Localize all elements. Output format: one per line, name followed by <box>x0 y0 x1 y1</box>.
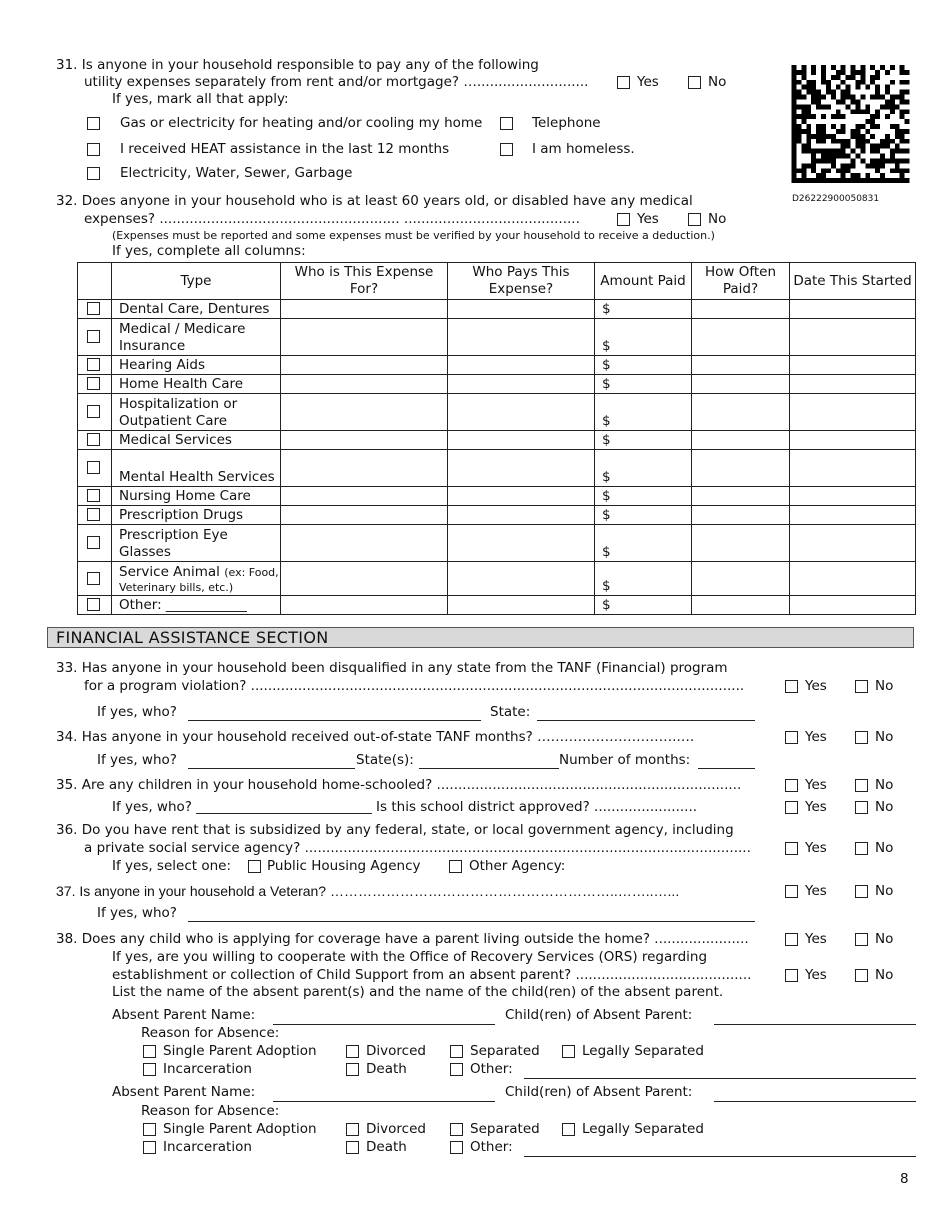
q38-text-line2: If yes, are you willing to cooperate with the Office of Recovery Services (ORS) regarding <box>112 949 708 965</box>
absent2-legally-checkbox[interactable] <box>562 1123 575 1136</box>
q38b-yes-label: Yes <box>805 967 827 983</box>
row-type: Medical Services <box>119 432 232 448</box>
row-who-pays-cell[interactable] <box>448 300 595 319</box>
q31-telephone-label: Telephone <box>532 115 601 131</box>
q36-yes-checkbox[interactable] <box>785 842 798 855</box>
absent2-single-label: Single Parent Adoption <box>163 1121 317 1137</box>
q38-no-label: No <box>875 931 894 947</box>
row-type-cell <box>112 450 281 487</box>
absent2-divorced-checkbox[interactable] <box>346 1123 359 1136</box>
q31-yes-checkbox[interactable] <box>617 76 630 89</box>
q36-no-checkbox[interactable] <box>855 842 868 855</box>
absent2-separated-checkbox[interactable] <box>450 1123 463 1136</box>
row-amount-cell[interactable]: $ <box>595 319 692 356</box>
q35b-no-checkbox[interactable] <box>855 801 868 814</box>
q32-yes-checkbox[interactable] <box>617 213 630 226</box>
row-checkbox-cell <box>78 431 112 450</box>
row-type-cell <box>112 375 281 394</box>
row-who-for-cell[interactable] <box>281 356 448 375</box>
row-who-pays-cell[interactable] <box>448 450 595 487</box>
row-who-for-cell[interactable] <box>281 375 448 394</box>
q33-text-line2: for a program violation? ................................................................................................................... <box>84 678 745 694</box>
header-amount: Amount Paid <box>595 263 692 300</box>
q31-if-yes: If yes, mark all that apply: <box>112 91 289 107</box>
row-who-for-cell[interactable] <box>281 300 448 319</box>
q36-other-label: Other Agency: <box>469 858 566 874</box>
row-who-pays-cell[interactable] <box>448 356 595 375</box>
absent1-incarceration-label: Incarceration <box>163 1061 252 1077</box>
q31-text-line2: utility expenses separately from rent and/or mortgage? ….......................... <box>84 74 589 90</box>
table-row <box>78 431 916 450</box>
q35-no-checkbox[interactable] <box>855 779 868 792</box>
q32-no-checkbox[interactable] <box>688 213 701 226</box>
row-amount-cell[interactable]: $ <box>595 506 692 525</box>
absent2-other-field[interactable] <box>524 1156 916 1157</box>
row-checkbox[interactable] <box>87 433 100 446</box>
q33-yes-checkbox[interactable] <box>785 680 798 693</box>
row-amount-cell[interactable]: $ <box>595 375 692 394</box>
row-checkbox-cell <box>78 596 112 615</box>
row-amount-cell[interactable]: $ <box>595 450 692 487</box>
q35-yes-checkbox[interactable] <box>785 779 798 792</box>
row-how-often-cell[interactable] <box>692 300 790 319</box>
q35-text-line1: 35. Are any children in your household home-schooled? ....................................................................... <box>56 777 742 793</box>
q34-yes-label: Yes <box>805 729 827 745</box>
row-how-often-cell[interactable] <box>692 394 790 431</box>
row-checkbox-cell <box>78 319 112 356</box>
row-type-cell <box>112 596 281 615</box>
table-row <box>78 356 916 375</box>
row-checkbox-cell <box>78 562 112 596</box>
absent1-separated-checkbox[interactable] <box>450 1045 463 1058</box>
row-date-started-cell[interactable] <box>790 506 916 525</box>
header-date-started: Date This Started <box>790 263 916 300</box>
q31-electricity-checkbox[interactable] <box>87 167 100 180</box>
q38-yes-label: Yes <box>805 931 827 947</box>
row-checkbox[interactable] <box>87 330 100 343</box>
row-type-note: (ex: Food, Veterinary bills, etc.) <box>119 566 279 594</box>
row-how-often-cell[interactable] <box>692 450 790 487</box>
absent2-death-checkbox[interactable] <box>346 1141 359 1154</box>
q36-select-label: If yes, select one: <box>112 858 232 874</box>
row-who-for-cell[interactable] <box>281 394 448 431</box>
absent1-children-field[interactable] <box>714 1024 916 1025</box>
q31-heat-label: I received HEAT assistance in the last 12 months <box>120 141 450 157</box>
absent1-legally-checkbox[interactable] <box>562 1045 575 1058</box>
table-row <box>78 394 916 431</box>
absent2-separated-label: Separated <box>470 1121 540 1137</box>
q35-who-text: If yes, who? __________________________ Is this school district approved? ........................ <box>112 799 698 815</box>
row-checkbox[interactable] <box>87 405 100 418</box>
q32-complete: If yes, complete all columns: <box>112 243 306 259</box>
absent2-children-field[interactable] <box>714 1101 916 1102</box>
absent2-reason-label: Reason for Absence: <box>141 1103 280 1119</box>
table-row <box>78 450 916 487</box>
row-who-pays-cell[interactable] <box>448 375 595 394</box>
absent2-single-checkbox[interactable] <box>143 1123 156 1136</box>
row-how-often-cell[interactable] <box>692 431 790 450</box>
row-checkbox-cell <box>78 506 112 525</box>
absent1-name-field[interactable] <box>273 1024 495 1025</box>
row-amount-cell[interactable]: $ <box>595 356 692 375</box>
row-checkbox-cell <box>78 356 112 375</box>
row-checkbox[interactable] <box>87 572 100 585</box>
header-who-pays: Who Pays This Expense? <box>448 263 595 300</box>
absent1-children-label: Child(ren) of Absent Parent: <box>505 1007 693 1023</box>
row-date-started-cell[interactable] <box>790 487 916 506</box>
row-type-cell <box>112 487 281 506</box>
page-number: 8 <box>900 1171 909 1187</box>
q36-public-checkbox[interactable] <box>248 860 261 873</box>
q37-who-label: If yes, who? <box>97 905 177 921</box>
row-who-for-cell[interactable] <box>281 487 448 506</box>
row-checkbox-cell <box>78 375 112 394</box>
q34-states-field[interactable] <box>419 768 559 769</box>
row-how-often-cell[interactable] <box>692 487 790 506</box>
row-date-started-cell[interactable] <box>790 431 916 450</box>
q34-who-label: If yes, who? <box>97 752 177 768</box>
row-date-started-cell[interactable] <box>790 596 916 615</box>
q36-other-checkbox[interactable] <box>449 860 462 873</box>
q33-who-field[interactable] <box>188 720 481 721</box>
row-checkbox-cell <box>78 487 112 506</box>
row-type: Medical / Medicare Insurance <box>119 321 246 354</box>
row-type-cell <box>112 356 281 375</box>
absent2-name-label: Absent Parent Name: <box>112 1084 256 1100</box>
row-who-pays-cell[interactable] <box>448 487 595 506</box>
table-row <box>78 319 916 356</box>
row-how-often-cell[interactable] <box>692 596 790 615</box>
q38-text-line3: establishment or collection of Child Support from an absent parent? ......................................... <box>112 967 752 983</box>
q31-homeless-checkbox[interactable] <box>500 143 513 156</box>
row-type-cell <box>112 431 281 450</box>
row-type-cell <box>112 525 281 562</box>
q32-yes-label: Yes <box>637 211 659 227</box>
row-checkbox[interactable] <box>87 358 100 371</box>
absent1-other-label: Other: <box>470 1061 513 1077</box>
q34-no-checkbox[interactable] <box>855 731 868 744</box>
row-who-for-cell[interactable] <box>281 525 448 562</box>
q31-telephone-checkbox[interactable] <box>500 117 513 130</box>
row-date-started-cell[interactable] <box>790 300 916 319</box>
absent2-death-label: Death <box>366 1139 407 1155</box>
row-type: Home Health Care <box>119 376 244 392</box>
row-type: Nursing Home Care <box>119 488 251 504</box>
row-who-for-cell[interactable] <box>281 562 448 596</box>
row-date-started-cell[interactable] <box>790 562 916 596</box>
q31-gas-label: Gas or electricity for heating and/or cooling my home <box>120 115 483 131</box>
row-who-for-cell[interactable] <box>281 319 448 356</box>
q31-no-label: No <box>708 74 727 90</box>
absent1-divorced-checkbox[interactable] <box>346 1045 359 1058</box>
table-header-row <box>78 263 916 300</box>
row-checkbox[interactable] <box>87 377 100 390</box>
q31-homeless-label: I am homeless. <box>532 141 635 157</box>
row-amount-cell[interactable]: $ <box>595 394 692 431</box>
q36-yes-label: Yes <box>805 840 827 856</box>
row-who-pays-cell[interactable] <box>448 394 595 431</box>
table-row <box>78 562 916 596</box>
absent1-reason-label: Reason for Absence: <box>141 1025 280 1041</box>
q32-text-line2: expenses? ........................................................ ......................................... <box>84 211 580 227</box>
q31-electricity-label: Electricity, Water, Sewer, Garbage <box>120 165 353 181</box>
row-how-often-cell[interactable] <box>692 375 790 394</box>
row-how-often-cell[interactable] <box>692 356 790 375</box>
row-who-for-cell[interactable] <box>281 450 448 487</box>
table-row <box>78 506 916 525</box>
absent1-death-checkbox[interactable] <box>346 1063 359 1076</box>
row-date-started-cell[interactable] <box>790 394 916 431</box>
q37-yes-label: Yes <box>805 883 827 899</box>
row-amount-cell[interactable]: $ <box>595 431 692 450</box>
row-who-for-cell[interactable] <box>281 506 448 525</box>
absent2-incarceration-checkbox[interactable] <box>143 1141 156 1154</box>
q37-no-label: No <box>875 883 894 899</box>
absent1-death-label: Death <box>366 1061 407 1077</box>
q34-months-field[interactable] <box>698 768 755 769</box>
row-type: Hearing Aids <box>119 357 206 373</box>
header-who-for: Who is This Expense For? <box>281 263 448 300</box>
q33-yes-label: Yes <box>805 678 827 694</box>
q33-state-label: State: <box>490 704 531 720</box>
q34-no-label: No <box>875 729 894 745</box>
row-date-started-cell[interactable] <box>790 319 916 356</box>
q33-no-checkbox[interactable] <box>855 680 868 693</box>
row-who-pays-cell[interactable] <box>448 596 595 615</box>
q34-states-label: State(s): <box>356 752 414 768</box>
row-who-pays-cell[interactable] <box>448 562 595 596</box>
row-date-started-cell[interactable] <box>790 450 916 487</box>
absent1-single-label: Single Parent Adoption <box>163 1043 317 1059</box>
row-type-cell <box>112 300 281 319</box>
row-date-started-cell[interactable] <box>790 375 916 394</box>
row-type: Dental Care, Dentures <box>119 301 270 317</box>
row-checkbox[interactable] <box>87 489 100 502</box>
row-type: Service Animal <box>119 564 220 580</box>
row-type: Other: ____________ <box>119 597 247 613</box>
q36-text-line2: a private social service agency? ........................................................................................................ <box>84 840 751 856</box>
row-amount-cell[interactable]: $ <box>595 596 692 615</box>
q37-who-field[interactable] <box>188 921 755 922</box>
header-checkbox-col <box>78 263 112 300</box>
q38-text-line4: List the name of the absent parent(s) and the name of the child(ren) of the absent parent. <box>112 984 724 1000</box>
q33-text-line1: 33. Has anyone in your household been disqualified in any state from the TANF (Financial) program <box>56 660 728 676</box>
row-date-started-cell[interactable] <box>790 356 916 375</box>
row-how-often-cell[interactable] <box>692 319 790 356</box>
q36-no-label: No <box>875 840 894 856</box>
row-checkbox[interactable] <box>87 536 100 549</box>
q31-heat-checkbox[interactable] <box>87 143 100 156</box>
row-amount-cell[interactable]: $ <box>595 562 692 596</box>
q37-no-checkbox[interactable] <box>855 885 868 898</box>
row-who-for-cell[interactable] <box>281 431 448 450</box>
q31-no-checkbox[interactable] <box>688 76 701 89</box>
row-checkbox-cell <box>78 300 112 319</box>
absent1-single-checkbox[interactable] <box>143 1045 156 1058</box>
absent2-incarceration-label: Incarceration <box>163 1139 252 1155</box>
q34-who-field[interactable] <box>188 768 355 769</box>
q34-months-label: Number of months: <box>559 752 691 768</box>
row-type: Hospitalization or Outpatient Care <box>119 396 238 429</box>
q31-yes-label: Yes <box>637 74 659 90</box>
medical-expense-table <box>77 262 916 615</box>
absent1-incarceration-checkbox[interactable] <box>143 1063 156 1076</box>
row-amount-cell[interactable]: $ <box>595 300 692 319</box>
q37-text-line1: 37. Is anyone in your household a Veteran? ……………………………………………………..……..…... <box>56 883 680 899</box>
q35-yes-label: Yes <box>805 777 827 793</box>
absent2-name-field[interactable] <box>273 1101 495 1102</box>
row-checkbox[interactable] <box>87 598 100 611</box>
absent1-separated-label: Separated <box>470 1043 540 1059</box>
q36-text-line1: 36. Do you have rent that is subsidized by any federal, state, or local government agency, including <box>56 822 734 838</box>
row-checkbox[interactable] <box>87 302 100 315</box>
barcode-icon <box>791 65 910 183</box>
header-type: Type <box>112 263 281 300</box>
q38b-no-checkbox[interactable] <box>855 969 868 982</box>
row-type-cell <box>112 319 281 356</box>
row-who-for-cell[interactable] <box>281 596 448 615</box>
row-date-started-cell[interactable] <box>790 525 916 562</box>
row-type: Mental Health Services <box>119 469 275 485</box>
absent2-other-label: Other: <box>470 1139 513 1155</box>
q33-state-field[interactable] <box>537 720 755 721</box>
row-type-cell <box>112 562 281 596</box>
table-row <box>78 525 916 562</box>
q38-text-line1: 38. Does any child who is applying for coverage have a parent living outside the home? ...................... <box>56 931 749 947</box>
q36-public-label: Public Housing Agency <box>267 858 421 874</box>
q33-who-label: If yes, who? <box>97 704 177 720</box>
q37-yes-checkbox[interactable] <box>785 885 798 898</box>
row-type-cell <box>112 394 281 431</box>
row-checkbox[interactable] <box>87 461 100 474</box>
row-how-often-cell[interactable] <box>692 506 790 525</box>
row-type: Prescription Eye Glasses <box>119 527 228 560</box>
absent2-legally-label: Legally Separated <box>582 1121 704 1137</box>
q35b-yes-checkbox[interactable] <box>785 801 798 814</box>
q34-text-line1: 34. Has anyone in your household received out-of-state TANF months? ………………………….…. <box>56 729 695 745</box>
row-how-often-cell[interactable] <box>692 562 790 596</box>
absent1-name-label: Absent Parent Name: <box>112 1007 256 1023</box>
q32-text-line1: 32. Does anyone in your household who is at least 60 years old, or disabled have any medical <box>56 193 693 209</box>
q31-text-line1: 31. Is anyone in your household responsible to pay any of the following <box>56 57 539 73</box>
q35b-yes-label: Yes <box>805 799 827 815</box>
absent2-children-label: Child(ren) of Absent Parent: <box>505 1084 693 1100</box>
row-checkbox-cell <box>78 450 112 487</box>
table-row <box>78 375 916 394</box>
table-row <box>78 596 916 615</box>
table-row <box>78 300 916 319</box>
q38-yes-checkbox[interactable] <box>785 933 798 946</box>
row-checkbox-cell <box>78 525 112 562</box>
q38b-yes-checkbox[interactable] <box>785 969 798 982</box>
row-who-pays-cell[interactable] <box>448 319 595 356</box>
row-checkbox-cell <box>78 394 112 431</box>
absent2-divorced-label: Divorced <box>366 1121 426 1137</box>
row-type: Prescription Drugs <box>119 507 244 523</box>
absent1-legally-label: Legally Separated <box>582 1043 704 1059</box>
absent1-divorced-label: Divorced <box>366 1043 426 1059</box>
q35b-no-label: No <box>875 799 894 815</box>
header-how-often: How Often Paid? <box>692 263 790 300</box>
absent1-other-checkbox[interactable] <box>450 1063 463 1076</box>
row-amount-cell[interactable]: $ <box>595 525 692 562</box>
row-how-often-cell[interactable] <box>692 525 790 562</box>
row-amount-cell[interactable]: $ <box>595 487 692 506</box>
absent1-other-field[interactable] <box>524 1078 916 1079</box>
row-checkbox[interactable] <box>87 508 100 521</box>
row-who-pays-cell[interactable] <box>448 506 595 525</box>
row-type-cell <box>112 506 281 525</box>
q32-no-label: No <box>708 211 727 227</box>
q38b-no-label: No <box>875 967 894 983</box>
financial-section-header: FINANCIAL ASSISTANCE SECTION <box>47 627 914 648</box>
q31-gas-checkbox[interactable] <box>87 117 100 130</box>
q32-note: (Expenses must be reported and some expenses must be verified by your household to receive a deduction.) <box>112 229 715 242</box>
q34-yes-checkbox[interactable] <box>785 731 798 744</box>
absent2-other-checkbox[interactable] <box>450 1141 463 1154</box>
q35-no-label: No <box>875 777 894 793</box>
row-who-pays-cell[interactable] <box>448 525 595 562</box>
q33-no-label: No <box>875 678 894 694</box>
table-row <box>78 487 916 506</box>
q38-no-checkbox[interactable] <box>855 933 868 946</box>
row-who-pays-cell[interactable] <box>448 431 595 450</box>
barcode-id: D26222900050831 <box>792 194 880 204</box>
